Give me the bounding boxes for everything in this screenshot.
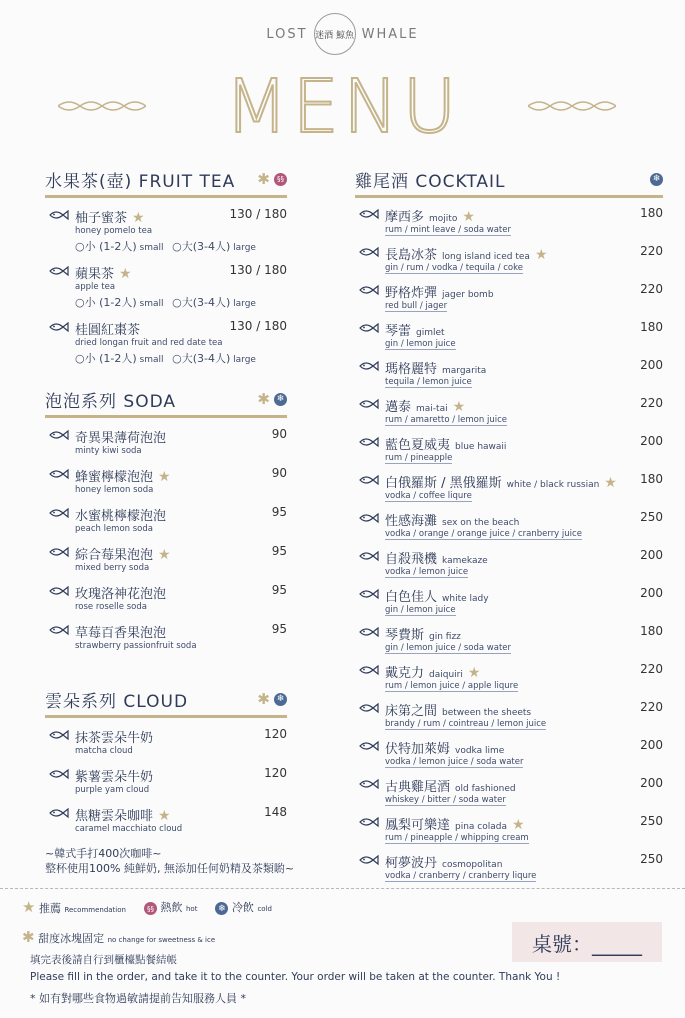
cloud-header [45,686,287,718]
fish-icon [357,588,379,600]
item-ingredients: vodka / cranberry / cranberry liqure [385,871,537,881]
item-name-zh: 古典雞尾酒 [385,780,451,795]
size-options[interactable]: ○小 (1-2人) small ○大(3-4人) large [75,352,256,365]
item-name-zh: 長島冰茶 [385,248,438,263]
item-name-zh: 水蜜桃檸檬泡泡 [75,509,167,524]
item-name-en: old fashioned [455,784,516,794]
cold-icon: ❄ [215,902,228,915]
item-price: 120 [264,766,287,780]
menu-item [355,282,663,312]
footer-zh: 填完表後請自行到櫃檯點餐結帳 [30,954,177,966]
fish-icon [357,740,379,752]
fish-icon [357,474,379,486]
item-price: 95 [271,505,287,519]
cold-icon: ❄ [650,173,663,186]
cloud-list [45,727,287,835]
right-column [355,166,663,882]
cocktail-header [355,166,663,198]
item-price: 200 [640,776,663,790]
fish-icon [357,208,379,220]
menu-item [355,852,663,882]
menu-item [355,586,663,616]
item-ingredients: rum / pineapple [385,453,453,463]
section-title: 雞尾酒 COCKTAIL [355,171,506,192]
fish-icon [357,284,379,296]
fish-icon [47,585,69,597]
recommend-star-icon: ★ [452,399,466,415]
ornament-right-icon [528,98,616,114]
item-price: 130 / 180 [229,319,287,333]
recommend-star-icon: ★ [119,266,132,282]
recommend-star-icon: ★ [158,469,171,485]
item-name-zh: 抹茶雲朵牛奶 [75,731,154,746]
menu-item [355,472,663,502]
item-price: 180 [640,320,663,334]
star-icon: ✱ [257,390,270,408]
item-price: 220 [640,662,663,676]
menu-item [355,700,663,730]
item-name-en: dried longan fruit and red date tea [75,338,223,348]
fish-icon [357,702,379,714]
fish-icon [47,507,69,519]
item-name-zh: 邁泰 [385,400,412,415]
recommend-star-icon: ★ [512,817,525,833]
item-name-zh: 蜂蜜檸檬泡泡 [75,470,154,485]
fish-icon [357,550,379,562]
item-name-zh: 摩西多 [385,210,425,225]
fruit-tea-header [45,166,287,198]
section-title: 雲朵系列 CLOUD [45,691,189,712]
fish-icon [357,854,379,866]
item-ingredients: rum / pineapple / whipping cream [385,833,529,843]
menu-item [45,466,287,496]
cold-icon: ❄ [274,693,287,706]
item-price: 130 / 180 [229,207,287,221]
item-price: 200 [640,738,663,752]
item-price: 200 [640,586,663,600]
item-name-zh: 柯夢波丹 [385,856,438,871]
item-name-en: purple yam cloud [75,785,150,795]
item-price: 200 [640,548,663,562]
fish-icon [357,512,379,524]
fish-icon [357,360,379,372]
menu-item [45,805,287,835]
whale-emblem-icon: 迷酒 鯨魚 [314,13,356,55]
menu-item [355,548,663,578]
item-name-en: rose roselle soda [75,602,147,612]
item-ingredients: brandy / rum / cointreau / lemon juice [385,719,547,729]
item-price: 180 [640,472,663,486]
item-price: 220 [640,700,663,714]
item-name-en: matcha cloud [75,746,133,756]
item-price: 250 [640,852,663,866]
item-ingredients: gin / lemon juice [385,605,456,615]
footer-divider [0,888,685,889]
item-name-en: pina colada [455,822,508,832]
item-name-en: between the sheets [442,708,532,718]
item-name-en: strawberry passionfruit soda [75,641,197,651]
item-name-zh: 玫瑰洛神花泡泡 [75,587,167,602]
recommend-star-icon: ★ [604,475,617,491]
menu-item [45,766,287,796]
item-name-zh: 蘋果茶 [75,267,115,282]
item-price: 250 [640,510,663,524]
menu-item [45,319,287,366]
item-name-en: apple tea [75,282,116,292]
legend: ★ 推薦 Recommendation §§ 熱飲 hot ❄ 冷飲 cold [22,898,272,916]
fish-icon [47,468,69,480]
item-ingredients: vodka / lemon juice / soda water [385,757,524,767]
cloud-note: ~韓式手打400次咖啡~ 整杯使用100% 純鮮奶, 無添加任何奶精及茶類喲~ [45,847,295,875]
fish-icon [357,246,379,258]
menu-item [45,727,287,757]
menu-item [355,738,663,768]
item-price: 180 [640,624,663,638]
cocktail-list [355,206,663,882]
item-name-en: mai-tai [416,404,448,414]
allergy-note: * 如有對哪些食物過敏請提前告知服務人員 * [30,992,246,1005]
menu-item [355,510,663,540]
fish-icon [47,768,69,780]
item-price: 120 [264,727,287,741]
footer-en: Please fill in the order, and take it to the counter. Your order will be taken at the counter. Thank You ! [30,971,561,983]
sweetness-note: ✱ 甜度冰塊固定 no change for sweetness & ice [22,928,216,946]
item-name-en: jager bomb [442,290,494,300]
fish-icon [357,322,379,334]
item-name-zh: 瑪格麗特 [385,362,438,377]
item-name-zh: 性感海灘 [385,514,438,529]
fish-icon [47,429,69,441]
item-name-en: gin fizz [429,632,461,642]
size-options[interactable]: ○小 (1-2人) small ○大(3-4人) large [75,240,256,253]
hot-icon: §§ [144,902,157,915]
item-ingredients: vodka / lemon juice [385,567,469,577]
item-name-zh: 伏特加萊姆 [385,742,451,757]
item-price: 200 [640,434,663,448]
item-price: 90 [271,427,287,441]
recommend-star-icon: ★ [158,808,171,824]
brand-left: LOST [266,26,308,42]
item-name-en: peach lemon soda [75,524,153,534]
item-name-en: margarita [442,366,487,376]
menu-item [355,396,663,426]
fish-icon [357,398,379,410]
item-name-zh: 綜合莓果泡泡 [75,548,154,563]
item-name-zh: 床第之間 [385,704,438,719]
item-name-zh: 奇異果薄荷泡泡 [75,431,167,446]
item-name-en: vodka lime [455,746,505,756]
menu-item [45,583,287,613]
cold-icon: ❄ [274,393,287,406]
fish-icon [47,807,69,819]
item-name-zh: 琴費斯 [385,628,425,643]
fish-icon [47,265,69,277]
item-name-zh: 柚子蜜茶 [75,211,128,226]
star-icon: ✱ [257,690,270,708]
table-number-field[interactable]: 桌號：_____ [512,922,662,962]
item-name-zh: 藍色夏威夷 [385,438,451,453]
item-price: 90 [271,466,287,480]
star-icon: ★ [22,898,36,916]
item-name-en: honey lemon soda [75,485,154,495]
item-name-zh: 琴蕾 [385,324,412,339]
item-name-zh: 白色佳人 [385,590,438,605]
menu-item [355,244,663,274]
item-name-en: mixed berry soda [75,563,150,573]
item-ingredients: gin / lemon juice [385,339,456,349]
soda-header [45,386,287,418]
item-name-zh: 鳳梨可樂達 [385,818,451,833]
item-name-en: minty kiwi soda [75,446,142,456]
menu-item [355,320,663,350]
item-ingredients: tequila / lemon juice [385,377,472,387]
menu-item [45,544,287,574]
fish-icon [357,816,379,828]
brand-right: WHALE [361,26,419,42]
item-ingredients: rum / lemon juice / apple liqure [385,681,519,691]
menu-item [355,434,663,464]
item-name-zh: 草莓百香果泡泡 [75,626,167,641]
item-name-en: long island iced tea [442,252,530,262]
item-name-zh: 自殺飛機 [385,552,438,567]
item-name-en: white lady [442,594,489,604]
fish-icon [357,626,379,638]
menu-item [355,358,663,388]
brand-logo [0,12,685,56]
recommend-star-icon: ★ [462,209,475,225]
item-name-en: caramel macchiato cloud [75,824,183,834]
fish-icon [47,321,69,333]
item-price: 95 [271,544,287,558]
fish-icon [47,624,69,636]
item-price: 200 [640,358,663,372]
section-title: 水果茶(壺) FRUIT TEA [45,171,236,192]
item-price: 148 [264,805,287,819]
fish-icon [47,546,69,558]
item-ingredients: rum / amaretto / lemon juice [385,415,507,425]
menu-item [45,263,287,310]
item-ingredients: vodka / coffee liqure [385,491,472,501]
fish-icon [357,778,379,790]
item-name-en: kamekaze [442,556,488,566]
fish-icon [357,436,379,448]
fish-icon [47,729,69,741]
item-ingredients: vodka / orange / orange juice / cranberry juice [385,529,582,539]
item-ingredients: gin / rum / vodka / tequila / coke [385,263,523,273]
recommend-star-icon: ★ [132,210,145,226]
menu-item [45,207,287,254]
hot-icon: §§ [274,173,287,186]
item-name-zh: 紫薯雲朵牛奶 [75,770,154,785]
item-name-zh: 戴克力 [385,666,425,681]
menu-item [355,814,663,844]
item-price: 95 [271,622,287,636]
item-name-en: cosmopolitan [442,860,503,870]
item-ingredients: red bull / jager [385,301,448,311]
item-ingredients: whiskey / bitter / soda water [385,795,506,805]
recommend-star-icon: ★ [467,665,481,681]
item-price: 130 / 180 [229,263,287,277]
menu-item [355,776,663,806]
item-price: 220 [640,244,663,258]
recommend-star-icon: ★ [534,247,548,263]
menu-item [45,427,287,457]
section-title: 泡泡系列 SODA [45,391,176,412]
item-price: 250 [640,814,663,828]
menu-item [355,624,663,654]
size-options[interactable]: ○小 (1-2人) small ○大(3-4人) large [75,296,256,309]
soda-list [45,427,287,652]
menu-item [355,206,663,236]
fish-icon [357,664,379,676]
item-name-zh: 焦糖雲朵咖啡 [75,809,154,824]
item-price: 220 [640,282,663,296]
left-column [45,166,295,877]
item-name-en: sex on the beach [442,518,520,528]
star-icon: ✱ [257,170,270,188]
item-name-zh: 白俄羅斯 / 黑俄羅斯 [385,476,502,491]
item-name-en: daiquiri [429,670,463,680]
recommend-star-icon: ★ [158,547,171,563]
menu-title: MENU [224,64,461,150]
menu-item [45,622,287,652]
menu-item [355,662,663,692]
item-name-en: mojito [429,214,458,224]
sparkle-icon: ✱ [22,928,35,946]
item-name-zh: 桂圓紅棗茶 [75,323,141,338]
item-name-en: blue hawaii [455,442,507,452]
item-name-en: white / black russian [506,480,600,490]
menu-item [45,505,287,535]
fruit-tea-list [45,207,287,366]
item-ingredients: rum / mint leave / soda water [385,225,511,235]
item-name-en: honey pomelo tea [75,226,153,236]
item-ingredients: gin / lemon juice / soda water [385,643,512,653]
item-price: 95 [271,583,287,597]
item-price: 220 [640,396,663,410]
item-name-zh: 野格炸彈 [385,286,438,301]
item-name-en: gimlet [416,328,445,338]
fish-icon [47,209,69,221]
item-price: 180 [640,206,663,220]
